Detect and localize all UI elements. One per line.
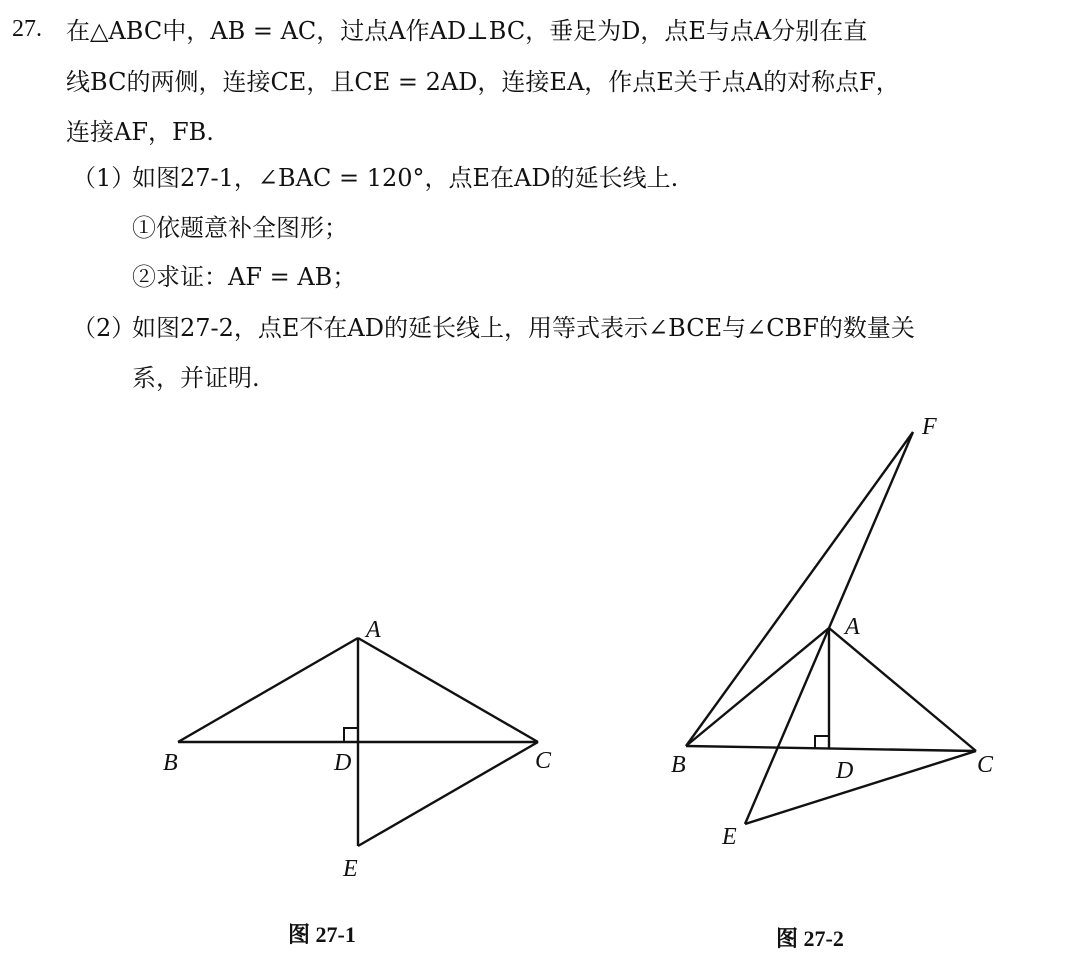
figure-27-2	[686, 432, 976, 824]
part2-text-line2: 系，并证明.	[132, 364, 260, 392]
svg-text:E: E	[343, 856, 358, 882]
segment-AB	[178, 638, 358, 742]
part2-text-line1: 如图27-2，点E不在AD的延长线上，用等式表示∠BCE与∠CBF的数量关	[132, 314, 915, 342]
stem-line-3: 连接AF，FB.	[66, 118, 214, 146]
svg-text:F: F	[922, 414, 937, 440]
stem-line-2: 线BC的两侧，连接CE，且CE = 2AD，连接EA，作点E关于点A的对称点F，	[66, 68, 900, 96]
segment-AE	[745, 628, 829, 824]
svg-text:B: B	[163, 750, 178, 776]
right-angle-mark	[344, 728, 358, 742]
segment-AC	[358, 638, 538, 742]
part1-sub1: ①依题意补全图形；	[132, 214, 348, 242]
svg-text:A: A	[845, 614, 860, 640]
segment-AC	[829, 628, 976, 751]
part1-label: （1）	[72, 164, 136, 192]
svg-text:C: C	[535, 748, 552, 774]
figure-caption-27-1: 图 27-1	[288, 922, 356, 947]
question-number: 27.	[12, 16, 42, 42]
part1-sub2: ②求证：AF = AB；	[132, 263, 357, 291]
right-angle-mark	[815, 736, 829, 749]
segment-CE	[358, 742, 538, 846]
svg-text:B: B	[671, 752, 686, 778]
part2-label: （2）	[72, 314, 136, 342]
figure-27-1	[178, 638, 538, 846]
stem-line-1: 在△ABC中，AB = AC，过点A作AD⊥BC，垂足为D，点E与点A分别在直	[66, 17, 868, 45]
svg-text:C: C	[977, 752, 994, 778]
svg-text:E: E	[722, 824, 737, 850]
svg-text:A: A	[366, 617, 381, 643]
figure-caption-27-2: 图 27-2	[776, 926, 844, 951]
svg-text:D: D	[334, 750, 352, 776]
segment-CE	[745, 751, 976, 824]
part1-text: 如图27-1，∠BAC = 120°，点E在AD的延长线上.	[132, 164, 679, 192]
segment-BC	[686, 746, 976, 751]
svg-text:D: D	[836, 758, 854, 784]
